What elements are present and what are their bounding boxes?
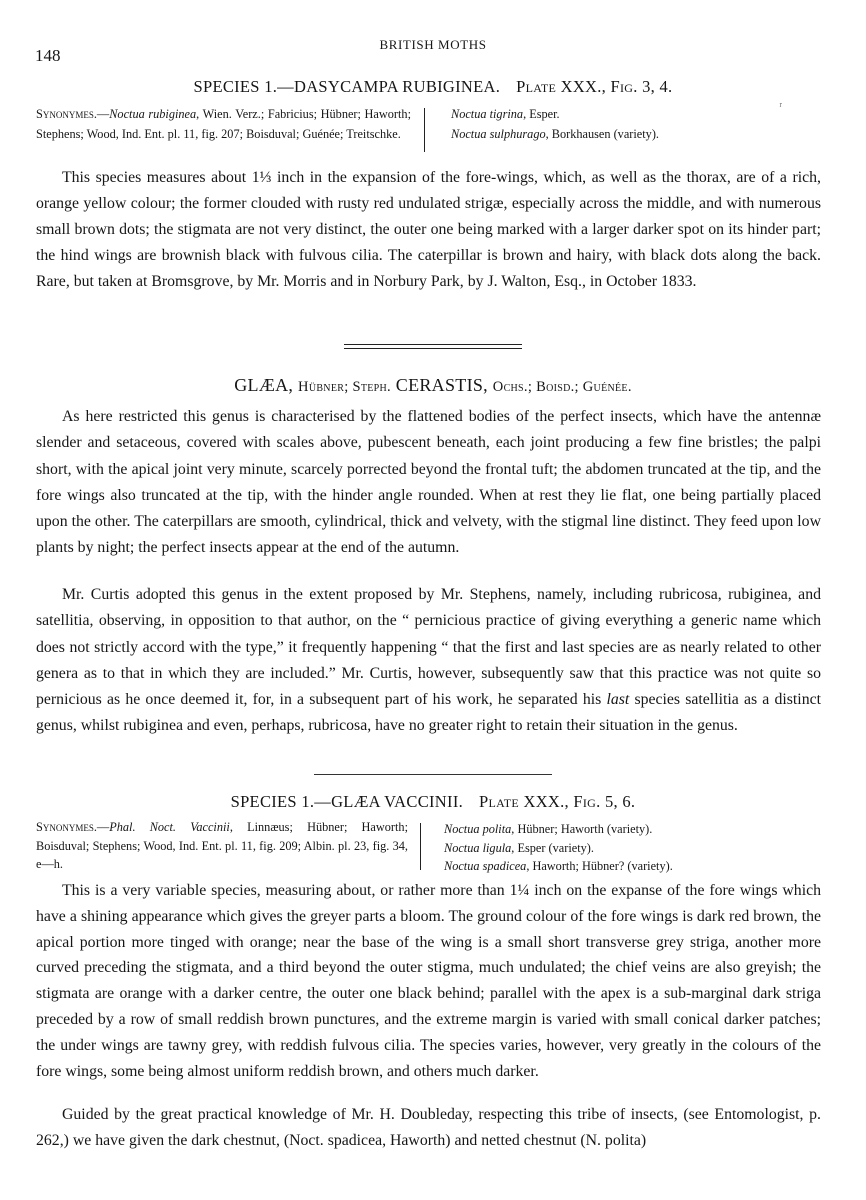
synonyms-main	[36, 818, 408, 874]
synonyms-main	[36, 104, 411, 144]
plate-reference: Plate XXX., Fig. 3, 4.	[516, 77, 673, 96]
synonym-variety: Noctua spadicea, Haworth; Hübner? (variety).	[444, 859, 673, 873]
margin-mark: r	[779, 100, 782, 109]
species-description: This species measures about 1⅓ inch in the expansion of the fore-wings, which, as well as the thorax, are of a rich, orange yellow colour; the former clouded with rusty red undulated strigæ, especially across the middle, and with numerous small brown dots; the stigmata are not very distinct, the outer one being marked with a larger darker spot on its hinder part; the hind wings are brownish black with fulvous cilia. The caterpillar is brown and hairy, with black dots along the back. Rare, but taken at Bromsgrove, by Mr. Morris and in Norbury Park, by J. Walton, Esq., in October 1833.	[36, 169, 821, 291]
synonym-divider	[424, 108, 425, 152]
synonyms-label: Synonymes.—	[36, 820, 110, 834]
synonym-variety: Noctua ligula, Esper (variety).	[444, 840, 594, 855]
genus-authority: Hübner; Steph.	[298, 379, 391, 395]
species-description: This is a very variable species, measuring about, or rather more than 1¼ inch on the expanse of the fore wings which have a shining appearance which gives the greyer parts a bloom. The ground colour of the fore wings is dark red brown, the apical portion more tinged with orange; near the base of the wing is a small short transverse grey striga, another more curved preceding the stigmata, and a third beyond the outer stigma, much undulated; the chief veins are also greyish; the stigmata are orange with a darker centre, the outer one black behind; parallel with the apex is a sub-marginal dark striga preceded by a row of small reddish brown punctures, and the extreme margin is varied with small conical darker patches; the under wings are tawny grey, with reddish fulvous cilia. The species varies, however, very greatly in the colours of the fore wings, some being almost uniform reddish brown, and others much darker.	[36, 882, 821, 1080]
genus-name: GLÆA,	[234, 375, 294, 395]
species-name: SPECIES 1.—DASYCAMPA RUBIGINEA.	[193, 77, 501, 96]
section-divider	[344, 344, 522, 345]
species-title	[0, 77, 866, 97]
synonym-primary: Noctua rubiginea	[109, 107, 197, 121]
genus-heading	[0, 375, 866, 396]
synonym-authorities: , Wien. Verz.; Fabricius; Hübner; Haworth; Stephens; Wood, Ind. Ent. pl. 11, fig. 207; Boisduval; Guénée; Treitschke.	[36, 107, 411, 141]
genus-synonym-authority: Ochs.; Boisd.; Guénée.	[492, 379, 632, 395]
species-title	[0, 792, 866, 812]
section-rule	[314, 774, 552, 775]
species-name: SPECIES 1.—GLÆA VACCINII.	[230, 792, 464, 811]
continuing-paragraph: Guided by the great practical knowledge of Mr. H. Doubleday, respecting this tribe of insects, (see Entomologist, p. 262,) we have given the dark chestnut, (Noct. spadicea, Haworth) and netted chestnut (N. polita)	[36, 1106, 821, 1149]
plate-reference: Plate XXX., Fig. 5, 6.	[479, 792, 636, 811]
page-number: 148	[35, 46, 61, 65]
synonym-variety: Noctua sulphurago, Borkhausen (variety).	[451, 127, 659, 141]
synonym-variety: Noctua tigrina, Esper.	[451, 107, 560, 121]
synonym-authorities: , Linnæus; Hübner; Haworth; Boisduval; Stephens; Wood, Ind. Ent. pl. 11, fig. 209; Albin. pl. 23, fig. 34, e—h.	[36, 820, 408, 871]
synonyms-side	[444, 820, 673, 876]
section-divider	[344, 348, 522, 349]
running-head: BRITISH MOTHS	[379, 37, 487, 52]
synonym-variety: Noctua polita, Hübner; Haworth (variety).	[444, 822, 653, 836]
genus-description: As here restricted this genus is characterised by the flattened bodies of the perfect insects, which have the antennæ slender and setaceous, covered with scales above, pubescent beneath, each joint producing a few fine bristles; the palpi short, with the apical joint very minute, scarcely porrected beyond the frontal tuft; the abdomen truncated at the tip, and the fore wings also truncated at the tip, with the hinder angle rounded. When at rest they lie flat, one being partially placed upon the other. The caterpillars are smooth, cylindrical, thick and velvety, with the stigmal line distinct. They feed upon low plants by night; the perfect insects appear at the end of the autumn.	[36, 408, 821, 557]
synonyms-label: Synonymes.—	[36, 107, 110, 121]
genus-history: Mr. Curtis adopted this genus in the extent proposed by Mr. Stephens, namely, including rubricosa, rubiginea, and satellitia, observing, in opposition to that author, on the “ pernicious practice of giving everything a generic name which does not strictly accord with the type,” it frequently happening “ that the first and last species are as nearly related to other genera as to that in which they are included.” Mr. Curtis, however, subsequently saw that this practice was not quite so pernicious as he once deemed it, for, in a subsequent part of his work, he separated his last species satellitia as a distinct genus, whilst rubiginea and even, perhaps, rubricosa, have no greater right to retain their situation in the genus.	[36, 586, 821, 735]
synonym-divider	[420, 823, 421, 870]
synonyms-side	[451, 104, 659, 144]
genus-synonym: CERASTIS,	[395, 375, 488, 395]
synonym-primary: Phal. Noct. Vaccinii	[109, 820, 230, 834]
